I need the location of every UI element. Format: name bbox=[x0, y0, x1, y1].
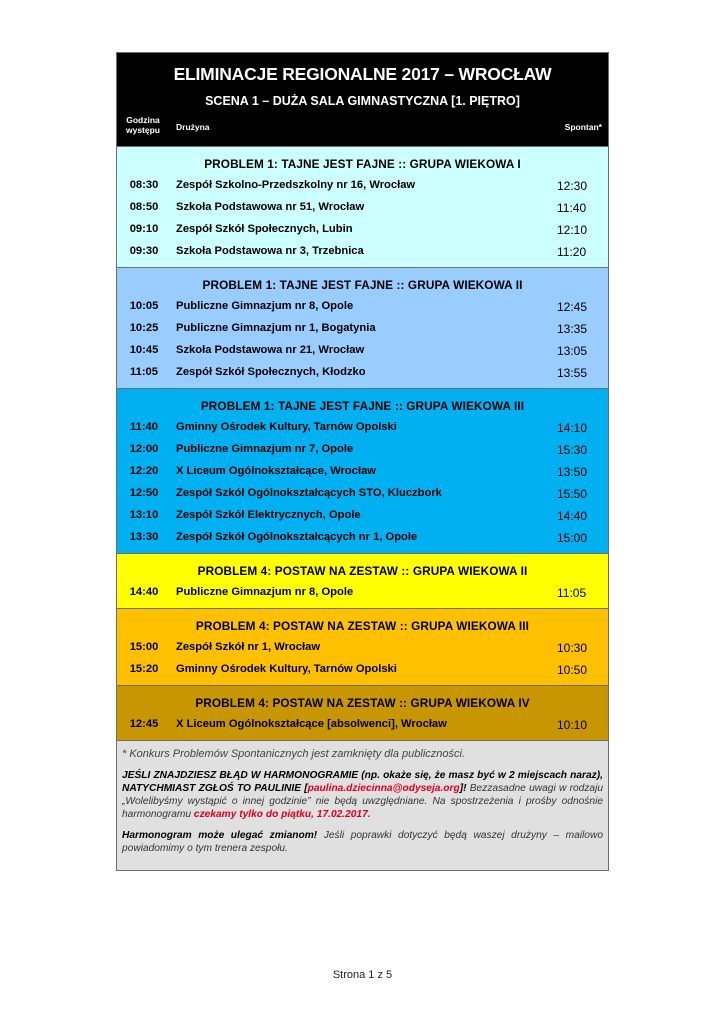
note-error-text: Bezzasadne uwagi w rodzaju „Wolelibyśmy wystąpić o innej godzinie” nie będą uwzględniane. Na spostrzeżenia i prośby odnośnie harmonogramu bbox=[122, 783, 604, 820]
spontan-time: 11:20 bbox=[557, 245, 587, 259]
team-name: Zespół Szkół Elektrycznych, Opole bbox=[176, 509, 361, 521]
note-closed-competition: * Konkurs Problemów Spontanicznych jest zamknięty dla publiczności. bbox=[122, 748, 465, 760]
spontan-time: 12:10 bbox=[557, 223, 588, 237]
spontan-time: 14:40 bbox=[557, 509, 588, 523]
team-name: Szkoła Podstawowa nr 21, Wrocław bbox=[176, 344, 365, 356]
slot-time: 11:40 bbox=[130, 421, 158, 433]
spontan-time: 15:30 bbox=[557, 443, 588, 457]
team-name: Publiczne Gimnazjum nr 1, Bogatynia bbox=[176, 322, 376, 334]
section-title: PROBLEM 4: POSTAW NA ZESTAW :: GRUPA WIEKOWA IV bbox=[195, 696, 530, 710]
section-title: PROBLEM 1: TAJNE JEST FAJNE :: GRUPA WIEKOWA II bbox=[202, 278, 523, 292]
page-title: ELIMINACJE REGIONALNE 2017 – WROCŁAW bbox=[173, 64, 552, 84]
notes-box bbox=[117, 740, 608, 870]
slot-time: 12:50 bbox=[129, 487, 159, 499]
team-name: Zespół Szkół Społecznych, Kłodzko bbox=[176, 366, 366, 378]
section-title: PROBLEM 1: TAJNE JEST FAJNE :: GRUPA WIEKOWA III bbox=[200, 399, 525, 413]
team-name: X Liceum Ogólnokształcące, Wrocław bbox=[176, 465, 376, 477]
team-name: Publiczne Gimnazjum nr 8, Opole bbox=[176, 586, 354, 598]
team-name: Publiczne Gimnazjum nr 8, Opole bbox=[176, 300, 354, 312]
column-headers bbox=[117, 112, 608, 140]
spontan-time: 13:55 bbox=[557, 366, 588, 380]
schedule-row bbox=[117, 362, 608, 384]
contact-email-link[interactable]: paulina.dziecinna@odyseja.org bbox=[307, 783, 460, 794]
slot-time: 09:30 bbox=[129, 245, 159, 257]
schedule-row bbox=[117, 296, 608, 318]
schedule-row bbox=[117, 197, 608, 219]
note-changes-text: Jeśli poprawki dotyczyć będą waszej drużyny – mailowo powiadomimy o tym trenera zespołu. bbox=[122, 830, 603, 854]
header bbox=[117, 53, 608, 146]
slot-time: 13:10 bbox=[129, 509, 159, 521]
slot-time: 15:20 bbox=[129, 663, 159, 675]
schedule-row bbox=[117, 417, 608, 439]
spontan-time: 11:05 bbox=[557, 586, 587, 600]
spontan-time: 14:10 bbox=[557, 421, 588, 435]
slot-time: 14:40 bbox=[129, 586, 159, 598]
team-name: Zespół Szkół nr 1, Wrocław bbox=[176, 641, 321, 653]
schedule-sheet bbox=[116, 52, 609, 871]
note-error-report bbox=[122, 769, 603, 821]
spontan-time: 10:10 bbox=[557, 718, 588, 732]
column-header-time: Godzina występu bbox=[125, 115, 160, 135]
spontan-time: 11:40 bbox=[557, 201, 587, 215]
note-error-bold-end: ]! bbox=[459, 783, 467, 794]
schedule-row bbox=[117, 637, 608, 659]
slot-time: 08:30 bbox=[129, 179, 159, 191]
section-title: PROBLEM 4: POSTAW NA ZESTAW :: GRUPA WIEKOWA III bbox=[195, 619, 530, 633]
schedule-section bbox=[117, 267, 608, 388]
page-subtitle: SCENA 1 – DUŻA SALA GIMNASTYCZNA [1. PIĘTRO] bbox=[205, 94, 520, 108]
slot-time: 12:20 bbox=[129, 465, 159, 477]
spontan-time: 10:30 bbox=[557, 641, 588, 655]
note-deadline: czekamy tylko do piątku, 17.02.2017. bbox=[193, 809, 371, 820]
schedule-row bbox=[117, 439, 608, 461]
slot-time: 10:05 bbox=[129, 300, 159, 312]
team-name: Zespół Szkół Społecznych, Lubin bbox=[176, 223, 353, 235]
schedule-row bbox=[117, 527, 608, 549]
spontan-time: 12:45 bbox=[557, 300, 588, 314]
slot-time: 10:45 bbox=[129, 344, 159, 356]
note-changes bbox=[122, 829, 603, 855]
note-changes-bold: Harmonogram może ulegać zmianom! bbox=[122, 830, 318, 841]
spontan-time: 13:05 bbox=[557, 344, 588, 358]
section-title: PROBLEM 4: POSTAW NA ZESTAW :: GRUPA WIEKOWA II bbox=[197, 564, 528, 578]
spontan-time: 15:00 bbox=[557, 531, 588, 545]
schedule-row bbox=[117, 582, 608, 604]
team-name: Publiczne Gimnazjum nr 7, Opole bbox=[176, 443, 354, 455]
schedule-row bbox=[117, 659, 608, 681]
schedule-row bbox=[117, 340, 608, 362]
schedule-section bbox=[117, 146, 608, 267]
team-name: Zespół Szkół Ogólnokształcących nr 1, Opole bbox=[176, 531, 418, 543]
spontan-time: 13:35 bbox=[557, 322, 588, 336]
schedule-sections bbox=[117, 146, 608, 740]
slot-time: 12:00 bbox=[129, 443, 159, 455]
schedule-row bbox=[117, 714, 608, 736]
team-name: Szkoła Podstawowa nr 3, Trzebnica bbox=[176, 245, 364, 257]
slot-time: 13:30 bbox=[129, 531, 159, 543]
spontan-time: 13:50 bbox=[557, 465, 588, 479]
spontan-time: 10:50 bbox=[557, 663, 588, 677]
schedule-row bbox=[117, 219, 608, 241]
team-name: Gminny Ośrodek Kultury, Tarnów Opolski bbox=[176, 421, 397, 433]
slot-time: 11:05 bbox=[130, 366, 158, 378]
section-title: PROBLEM 1: TAJNE JEST FAJNE :: GRUPA WIEKOWA I bbox=[204, 157, 521, 171]
schedule-row bbox=[117, 175, 608, 197]
team-name: X Liceum Ogólnokształcące [absolwenci], Wrocław bbox=[176, 718, 447, 730]
schedule-section bbox=[117, 388, 608, 553]
slot-time: 10:25 bbox=[129, 322, 159, 334]
schedule-section bbox=[117, 553, 608, 608]
schedule-row bbox=[117, 318, 608, 340]
spontan-time: 12:30 bbox=[557, 179, 588, 193]
team-name: Zespół Szkolno-Przedszkolny nr 16, Wrocław bbox=[176, 179, 416, 191]
team-name: Zespół Szkół Ogólnokształcących STO, Kluczbork bbox=[176, 487, 442, 499]
note-error-bold: JEŚLI ZNAJDZIESZ BŁĄD W HARMONOGRAMIE (np. okaże się, że masz być w 2 miejscach naraz), NATYCHMIAST ZGŁOŚ TO PAULINIE [ bbox=[122, 770, 603, 794]
slot-time: 12:45 bbox=[129, 718, 159, 730]
schedule-section bbox=[117, 608, 608, 685]
spontan-time: 15:50 bbox=[557, 487, 588, 501]
slot-time: 08:50 bbox=[129, 201, 159, 213]
column-header-team: Drużyna bbox=[176, 122, 210, 132]
slot-time: 15:00 bbox=[129, 641, 159, 653]
schedule-row bbox=[117, 483, 608, 505]
team-name: Szkoła Podstawowa nr 51, Wrocław bbox=[176, 201, 365, 213]
page-number: Strona 1 z 5 bbox=[332, 969, 393, 981]
schedule-row bbox=[117, 461, 608, 483]
schedule-row bbox=[117, 241, 608, 263]
schedule-section bbox=[117, 685, 608, 740]
schedule-row bbox=[117, 505, 608, 527]
team-name: Gminny Ośrodek Kultury, Tarnów Opolski bbox=[176, 663, 397, 675]
column-header-spontan: Spontan* bbox=[564, 122, 602, 132]
slot-time: 09:10 bbox=[129, 223, 159, 235]
